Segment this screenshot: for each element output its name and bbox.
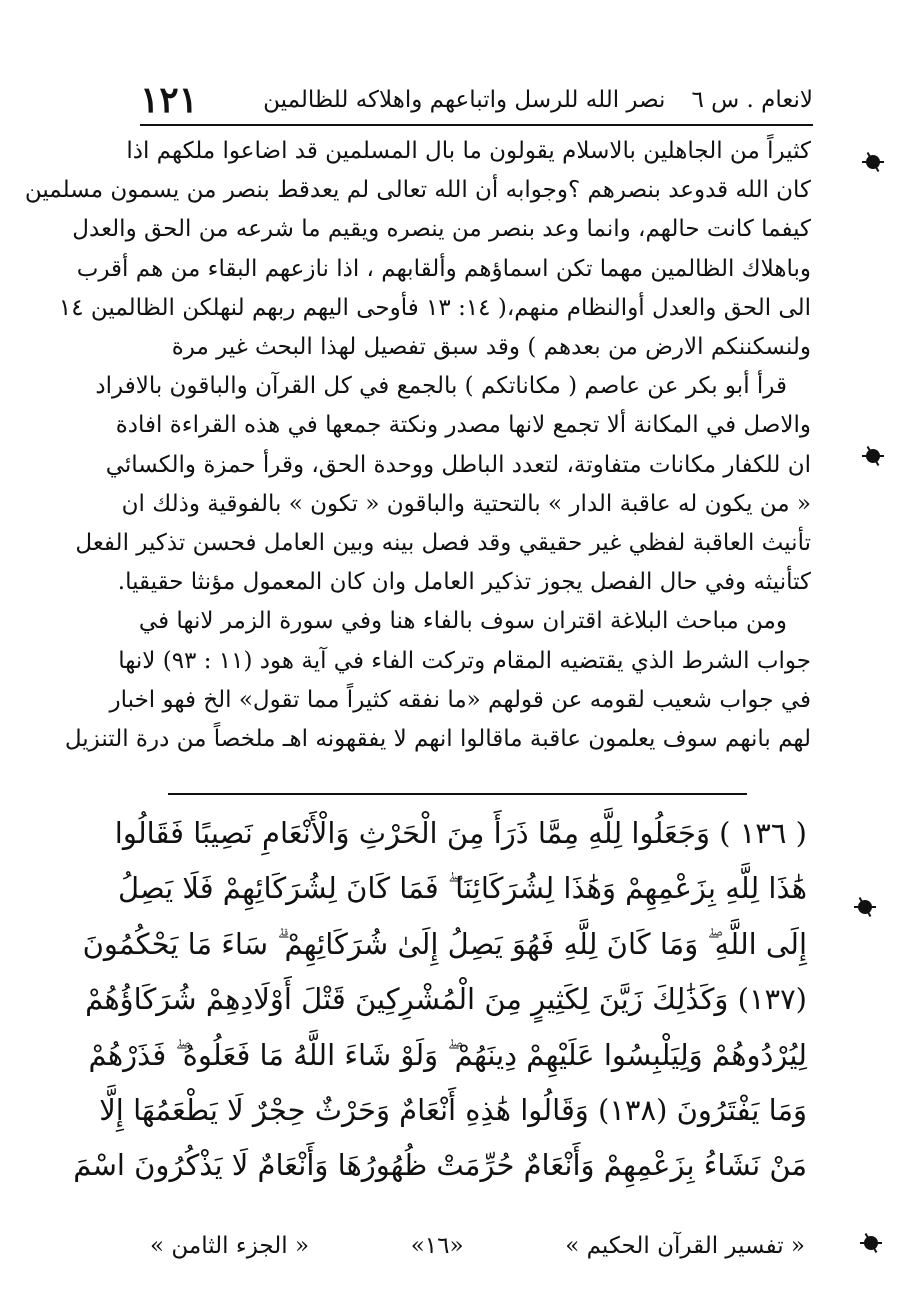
header-divider (140, 124, 813, 126)
commentary-line: كان الله قدوعد بنصرهم ؟وجوابه أن الله تعالى لم يعدقط بنصر من يسمون مسلمين (24, 177, 811, 204)
verse-line: هَٰذَا لِلَّهِ بِزَعْمِهِمْ وَهَٰذَا لِشُرَكَائِنَا ۖ فَمَا كَانَ لِشُرَكَائِهِمْ فَلَا يَصِلُ (117, 871, 807, 906)
page-footer (150, 1226, 805, 1266)
header-text-group (263, 87, 813, 113)
header-section: لانعام . س ٦ (691, 87, 813, 113)
commentary-line: ومن مباحث البلاغة اقتران سوف بالفاء هنا وفي سورة الزمر لانها في (138, 608, 787, 635)
commentary-line: والاصل في المكانة ألا تجمع لانها مصدر ونكتة جمعها في هذه القراءة افادة (115, 412, 811, 439)
commentary-line: لهم بانهم سوف يعلمون عاقبة ماقالوا انهم لا يفقهونه اهـ ملخصاً من درة التنزيل (64, 726, 811, 753)
section-divider (168, 793, 747, 795)
commentary-line: ان للكفار مكانات متفاوتة، لتعدد الباطل ووحدة الحق، وقرأ حمزة والكسائي (105, 451, 811, 478)
footer-sheet-number: «١٦» (410, 1233, 464, 1259)
quran-verses-block (73, 806, 807, 1194)
commentary-line: الى الحق والعدل أوالنظام منهم،( ١٤: ١٣ فأوحى اليهم ربهم لنهلكن الظالمين ١٤ (58, 294, 811, 321)
commentary-line: وباهلاك الظالمين مهما تكن اسماؤهم وألقابهم ، اذا نازعهم البقاء من هم أقرب (76, 255, 811, 282)
binding-hole-mark (858, 900, 872, 914)
verse-line: (١٣٧) وَكَذَٰلِكَ زَيَّنَ لِكَثِيرٍ مِنَ الْمُشْرِكِينَ قَتْلَ أَوْلَادِهِمْ شُرَكَاؤُهُمْ (85, 982, 807, 1017)
page-number: ١٢١ (140, 79, 199, 121)
commentary-line: تأنيث العاقبة لفظي غير حقيقي وقد فصل بينه وبين العامل فحسن تذكير الفعل (75, 530, 811, 557)
page-header (140, 78, 813, 122)
header-title: نصر الله للرسل واتباعهم واهلاكه للظالمين (263, 87, 666, 113)
verse-line: ( ١٣٦ ) وَجَعَلُوا لِلَّهِ مِمَّا ذَرَأَ مِنَ الْحَرْثِ وَالْأَنْعَامِ نَصِيبًا فَقَالُوا (114, 816, 807, 850)
verse-line: لِيُرْدُوهُمْ وَلِيَلْبِسُوا عَلَيْهِمْ دِينَهُمْ ۖ وَلَوْ شَاءَ اللَّهُ مَا فَعَلُوهُ ۖ فَذَرْهُمْ (88, 1037, 807, 1072)
binding-hole-mark (864, 1236, 878, 1250)
commentary-line: كتأنيثه وفي حال الفصل يجوز تذكير العامل وان كان المعمول مؤنثا حقيقيا. (117, 569, 811, 596)
verse-line: وَمَا يَفْتَرُونَ (١٣٨) وَقَالُوا هَٰذِهِ أَنْعَامٌ وَحَرْثٌ حِجْرٌ لَا يَطْعَمُهَا إِلَّا (99, 1093, 807, 1128)
binding-hole-mark (866, 449, 880, 463)
commentary-line: « من يكون له عاقبة الدار » بالتحتية والباقون « تكون » بالفوقية وذلك ان (121, 490, 811, 517)
commentary-line: كيفما كانت حالهم، وانما وعد بنصر من ينصره ويقيم ما شرعه من الحق والعدل (72, 216, 811, 243)
footer-part: « الجزء الثامن » (150, 1233, 310, 1259)
footer-book-title: « تفسير القرآن الحكيم » (565, 1233, 805, 1259)
commentary-line: جواب الشرط الذي يقتضيه المقام وتركت الفاء في آية هود (١١ : ٩٣) لانها (118, 647, 811, 674)
commentary-block (24, 132, 811, 759)
commentary-line: ولنسكننكم الارض من بعدهم ) وقد سبق تفصيل لهذا البحث غير مرة (171, 334, 811, 361)
commentary-line: كثيراً من الجاهلين بالاسلام يقولون ما بال المسلمين قد اضاعوا ملكهم اذا (126, 138, 811, 164)
verse-line: مَنْ نَشَاءُ بِزَعْمِهِمْ وَأَنْعَامٌ حُرِّمَتْ ظُهُورُهَا وَأَنْعَامٌ لَا يَذْكُرُونَ اسْمَ (73, 1148, 807, 1183)
verse-line: إِلَى اللَّهِ ۖ وَمَا كَانَ لِلَّهِ فَهُوَ يَصِلُ إِلَىٰ شُرَكَائِهِمْ ۗ سَاءَ مَا يَحْكُمُونَ (82, 926, 807, 961)
commentary-line: في جواب شعيب لقومه عن قولهم «ما نفقه كثيراً مما تقول» الخ فهو اخبار (109, 686, 811, 713)
commentary-line: قرأ أبو بكر عن عاصم ( مكاناتكم ) بالجمع في كل القرآن والباقون بالافراد (95, 373, 787, 400)
binding-hole-mark (866, 155, 880, 169)
